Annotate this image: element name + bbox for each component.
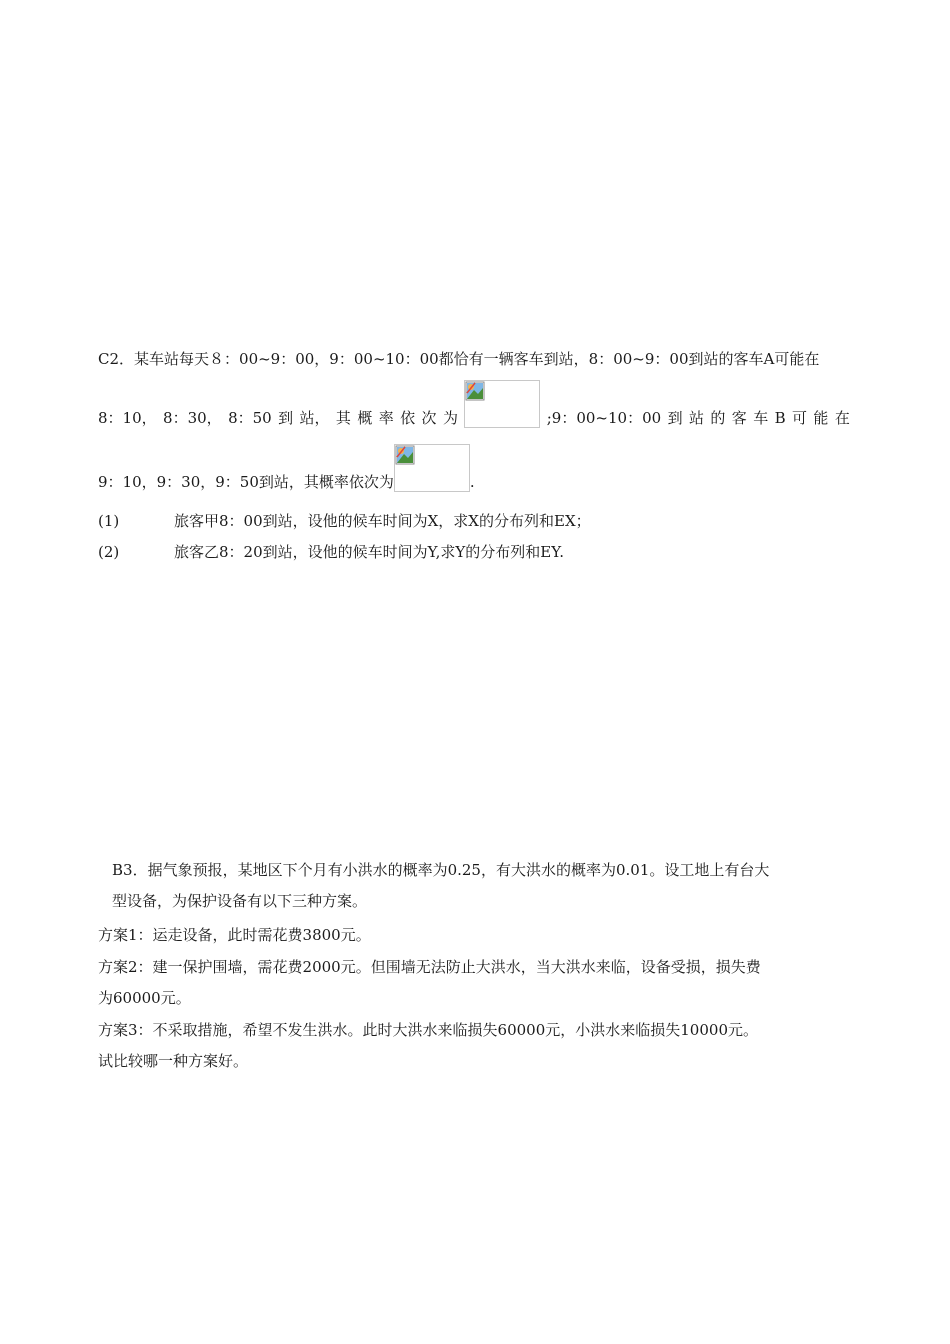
c2-line2-part: 依 (400, 409, 416, 427)
b3-plan-2-line-1: 方案2：建一保护围墙，需花费2000元。但围墙无法防止大洪水，当大洪水来临，设备受损，损失费 (98, 958, 761, 976)
broken-image-icon (465, 381, 485, 401)
c2-item-2 (98, 542, 564, 562)
probability-image-a (464, 380, 540, 428)
c2-line-2 (98, 380, 850, 428)
item-number: (1) (98, 512, 120, 530)
c2-line2-tail: B (774, 409, 786, 427)
c2-line2-part: 其 (335, 409, 351, 427)
c2-line2-part: 为 (442, 409, 458, 427)
c2-line2-tail: 站 (688, 409, 704, 427)
c2-line-3 (98, 444, 475, 492)
c2-line2-tail: 到 (667, 409, 683, 427)
broken-image-icon (395, 445, 415, 465)
b3-plan-1: 方案1：运走设备，此时需花费3800元。 (98, 926, 371, 944)
item-text: 旅客甲8：00到站，设他的候车时间为X，求X的分布列和EX； (174, 512, 591, 530)
b3-plan-2-line-2: 为60000元。 (98, 989, 191, 1007)
probability-image-b (394, 444, 470, 492)
c2-line3-text: 9：10，9：30，9：50到站，其概率依次为 (98, 473, 394, 491)
c2-line2-part: 站， (299, 409, 330, 427)
c2-item-1 (98, 511, 591, 531)
c2-line3-end: . (469, 473, 475, 491)
c2-line2-part: 概 (357, 409, 373, 427)
item-text: 旅客乙8：20到站，设他的候车时间为Y,求Y的分布列和EY. (174, 543, 564, 561)
c2-line2-tail: 能 (813, 409, 829, 427)
b3-line-1: B3．据气象预报，某地区下个月有小洪水的概率为0.25，有大洪水的概率为0.01。设工地上有台大 (112, 861, 770, 879)
c2-line2-tail: 可 (792, 409, 808, 427)
c2-line2-part: 8：50 (228, 409, 272, 427)
c2-line-1: C2．某车站每天８：00~9：00，9：00~10：00都恰有一辆客车到站，8：00~9：00到站的客车A可能在 (98, 350, 820, 368)
b3-line-2: 型设备，为保护设备有以下三种方案。 (112, 892, 368, 910)
c2-line2-part: 8：30， (163, 409, 222, 427)
c2-line2-tail: 客 (731, 409, 747, 427)
b3-question: 试比较哪一种方案好。 (98, 1052, 249, 1070)
c2-line2-part: 次 (421, 409, 437, 427)
c2-line2-tail: 车 (753, 409, 769, 427)
c2-line2-tail: 的 (710, 409, 726, 427)
c2-line2-part: 8：10， (98, 409, 157, 427)
c2-line2-after-image: ;9：00~10：00 (546, 409, 662, 427)
b3-plan-3: 方案3：不采取措施，希望不发生洪水。此时大洪水来临损失60000元，小洪水来临损失10000元。 (98, 1021, 758, 1039)
c2-line2-tail: 在 (834, 409, 850, 427)
item-number: (2) (98, 543, 120, 561)
c2-line2-part: 到 (278, 409, 294, 427)
c2-line2-part: 率 (378, 409, 394, 427)
